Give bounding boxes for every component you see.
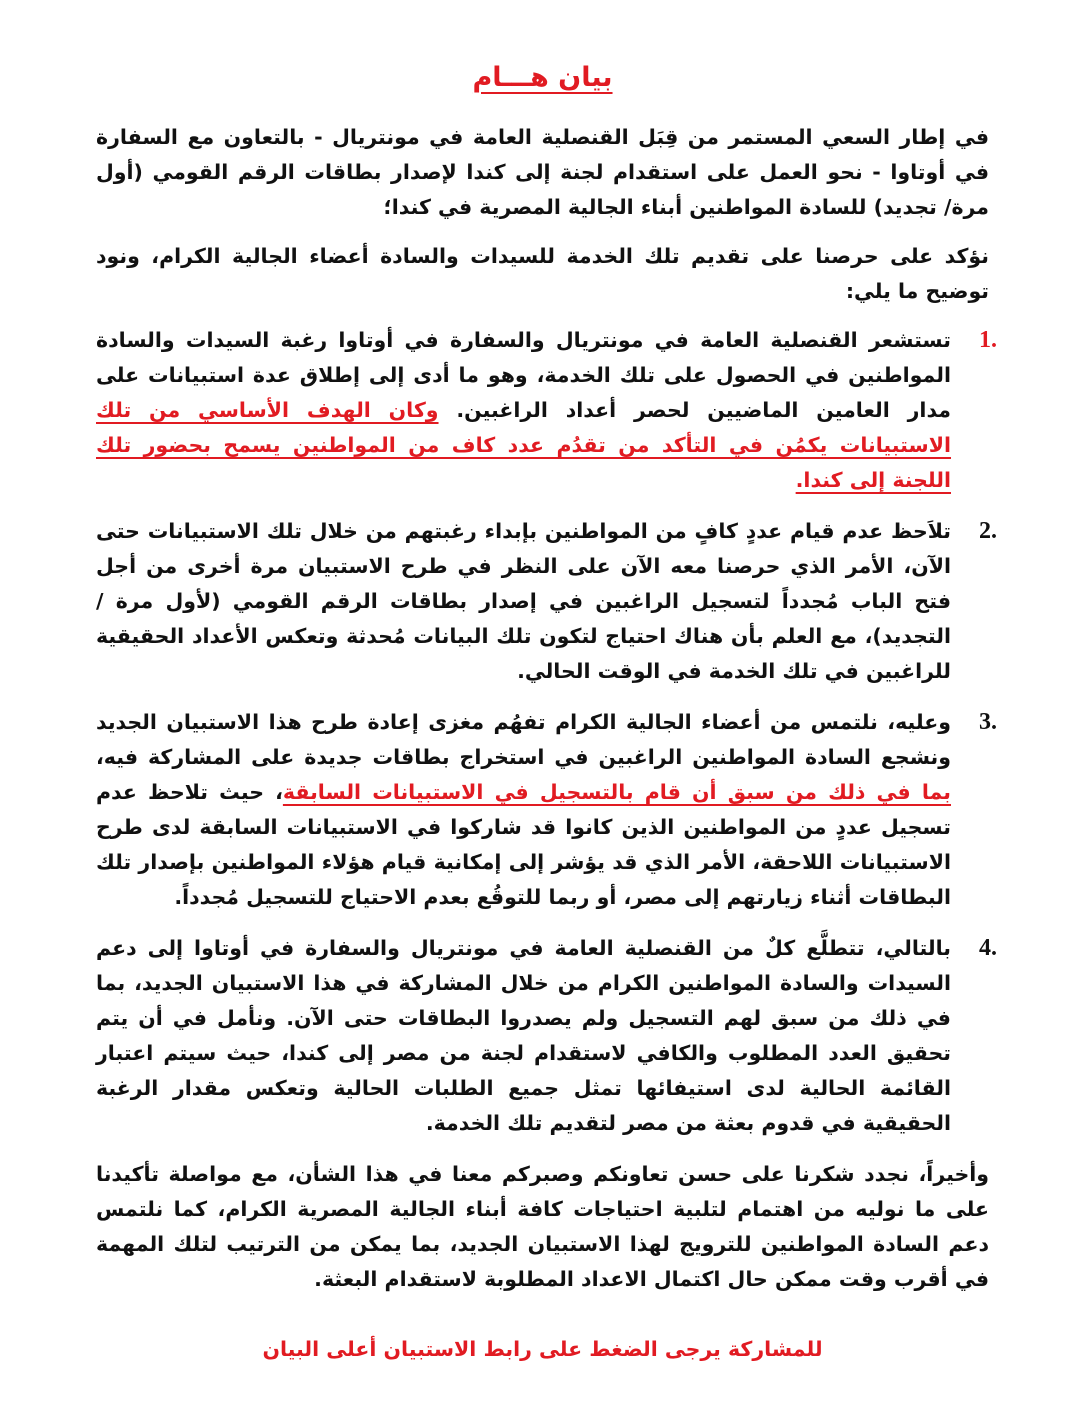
list-item-text: تلاَحظ عدم قيام عددٍ كافٍ من المواطنين بإبداء رغبتهم من خلال تلك الاستبيانات حتى الآن، الأمر الذي حرصنا معه الآن على النظر في طرح الاستبيان مرة أخرى من أجل فتح الباب مُجدداً لتسجيل الراغبين في إصدار بطاقات الرقم القومي (لأول مرة / التجديد)، مع العلم بأن هناك احتياج لتكون تلك البيانات مُحدثة وتعكس الأعداد الحقيقية للراغبين في تلك الخدمة في الوقت الحالي. — [96, 519, 951, 684]
highlighted-text: بما في ذلك من سبق أن قام بالتسجيل في الاستبيانات السابقة — [282, 780, 951, 805]
survey-link-note: للمشاركة يرجى الضغط على رابط الاستبيان أعلى البيان — [262, 1337, 823, 1362]
list-item-body — [96, 514, 963, 689]
announcement-title: بيان هـــام — [472, 62, 613, 93]
list-item-1 — [96, 323, 997, 498]
list-item-body — [96, 931, 963, 1141]
list-item-text: بالتالي، تتطلَّع كلٌ من القنصلية العامة في مونتريال والسفارة في أوتاوا إلى دعم السيدات والسادة المواطنين الكرام من خلال المشاركة في هذا الاستبيان الجديد، بما في ذلك من سبق لهم التسجيل ولم يصدروا البطاقات حتى الآن. ونأمل في أن يتم تحقيق العدد المطلوب والكافي لاستقدام لجنة من مصر إلى كندا، حيث سيتم اعتبار القائمة الحالية لدى استيفائها تمثل جميع الطلبات الحالية وتعكس مقدار الرغبة الحقيقية في قدوم بعثة من مصر لتقديم تلك الخدمة. — [96, 936, 951, 1136]
highlighted-text: وكان الهدف الأساسي من تلك الاستبيانات يكمُن في التأكد من تقدُم عدد كاف من المواطنين يسمح بحضور تلك اللجنة إلى كندا. — [96, 398, 951, 493]
list-item-body — [96, 323, 963, 498]
list-number: 1. — [979, 327, 997, 354]
closing-paragraph: وأخيراً، نجدد شكرنا على حسن تعاونكم وصبركم معنا في هذا الشأن، مع مواصلة تأكيدنا على ما نوليه من اهتمام لتلبية احتياجات كافة أبناء الجالية المصرية الكرام، كما نلتمس دعم السادة المواطنين للترويج لهذا الاستبيان الجديد، بما يمكن من الترتيب لتلك المهمة في أقرب وقت ممكن حال اكتمال الاعداد المطلوبة لاستقدام البعثة. — [96, 1162, 989, 1292]
intro-paragraph: في إطار السعي المستمر من قِبَل القنصلية العامة في مونتريال - بالتعاون مع السفارة في أوتاوا - نحو العمل على استقدام لجنة إلى كندا لإصدار بطاقات الرقم القومي (أول مرة/ تجديد) للسادة المواطنين أبناء الجالية المصرية في كندا؛ — [96, 125, 989, 220]
list-item-text: تستشعر القنصلية العامة في مونتريال والسفارة في أوتاوا رغبة السيدات والسادة المواطنين في الحصول على تلك الخدمة، وهو ما أدى إلى إطلاق عدة استبيانات على مدار العامين الماضيين لحصر أعداد الراغبين. — [96, 328, 951, 423]
lead-paragraph: نؤكد على حرصنا على تقديم تلك الخدمة للسيدات والسادة أعضاء الجالية الكرام، ونود توضيح ما يلي: — [96, 244, 989, 304]
list-number: 2. — [979, 518, 997, 545]
list-item-4 — [96, 931, 997, 1141]
list-item-2 — [96, 514, 997, 689]
list-item-body — [96, 705, 963, 915]
list-number: 4. — [979, 935, 997, 962]
list-item-text-after: ، حيث تلاحظ عدم تسجيل عددٍ من المواطنين الذين كانوا قد شاركوا في الاستبيانات السابقة لدى طرح الاستبيانات اللاحقة، الأمر الذي قد يؤشر إلى إمكانية قيام هؤلاء المواطنين بإصدار تلك البطاقات أثناء زيارتهم إلى مصر، أو ربما للتوقُع بعدم الاحتياج للتسجيل مُجدداً. — [96, 780, 951, 910]
numbered-list — [96, 323, 997, 1141]
list-item-text: وعليه، نلتمس من أعضاء الجالية الكرام تفهُم مغزى إعادة طرح هذا الاستبيان الجديد ونشجع السادة المواطنين الراغبين في استخراج بطاقات جديدة على المشاركة فيه، — [96, 710, 951, 770]
list-item-3 — [96, 705, 997, 915]
list-number: 3. — [979, 709, 997, 736]
